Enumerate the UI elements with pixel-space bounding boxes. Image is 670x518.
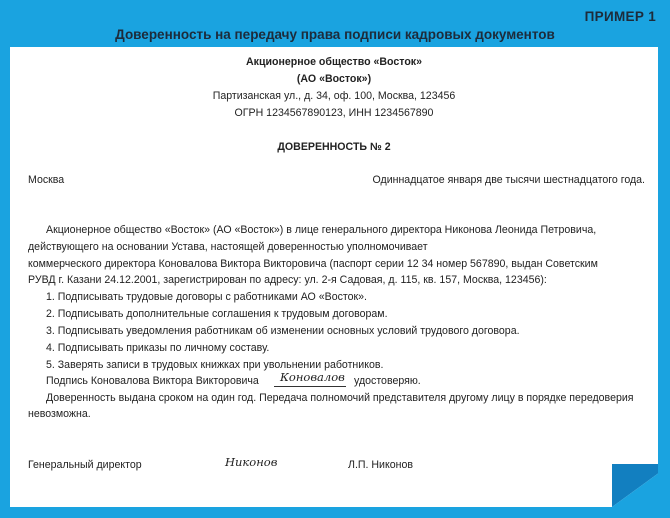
company-short-name: (АО «Восток») bbox=[296, 73, 372, 85]
company-name: Акционерное общество «Восток» bbox=[246, 56, 422, 68]
list-item: 3. Подписывать уведомления работникам об изменении основных условий трудового договора. bbox=[46, 325, 520, 337]
validity-line-2: невозможна. bbox=[28, 408, 91, 420]
list-item: 2. Подписывать дополнительные соглашения к трудовым договорам. bbox=[46, 308, 388, 320]
director-position: Генеральный директор bbox=[28, 459, 142, 471]
company-registration: ОГРН 1234567890123, ИНН 1234567890 bbox=[234, 107, 434, 119]
director-name: Л.П. Никонов bbox=[348, 459, 413, 471]
list-item: 1. Подписывать трудовые договоры с работниками АО «Восток». bbox=[46, 291, 367, 303]
employee-signature: Коновалов bbox=[280, 370, 345, 384]
document-sheet bbox=[10, 47, 658, 507]
intro-line-2: действующего на основании Устава, настоящей доверенностью уполномочивает bbox=[28, 241, 428, 253]
document-title: Доверенность на передачу права подписи кадровых документов bbox=[115, 27, 555, 42]
intro-line-4: РУВД г. Казани 24.12.2001, зарегистрирован по адресу: ул. 2-я Садовая, д. 115, кв. 157, Москва, 123456): bbox=[28, 274, 547, 286]
document-city: Москва bbox=[28, 174, 65, 186]
company-address: Партизанская ул., д. 34, оф. 100, Москва, 123456 bbox=[212, 90, 456, 102]
list-item: 5. Заверять записи в трудовых книжках при увольнении работников. bbox=[46, 359, 384, 371]
document-date: Одиннадцатое января две тысячи шестнадцатого года. bbox=[372, 174, 645, 186]
signature-prefix: Подпись Коновалова Виктора Викторовича bbox=[46, 375, 259, 387]
validity-line-1: Доверенность выдана сроком на один год. Передача полномочий представителя другому лицу в порядке передоверия bbox=[46, 392, 634, 404]
list-item: 4. Подписывать приказы по личному составу. bbox=[46, 342, 270, 354]
intro-line-1: Акционерное общество «Восток» (АО «Восток») в лице генерального директора Никонова Леонида Петровича, bbox=[46, 224, 597, 236]
director-signature: Никонов bbox=[225, 455, 278, 469]
signature-suffix: удостоверяю. bbox=[354, 375, 421, 387]
header-label: ПРИМЕР 1 bbox=[584, 9, 656, 24]
document-heading: ДОВЕРЕННОСТЬ № 2 bbox=[277, 141, 391, 153]
signature-line bbox=[274, 386, 346, 387]
intro-line-3: коммерческого директора Коновалова Виктора Викторовича (паспорт серии 12 34 номер 567890, выдан Советским bbox=[28, 258, 598, 270]
